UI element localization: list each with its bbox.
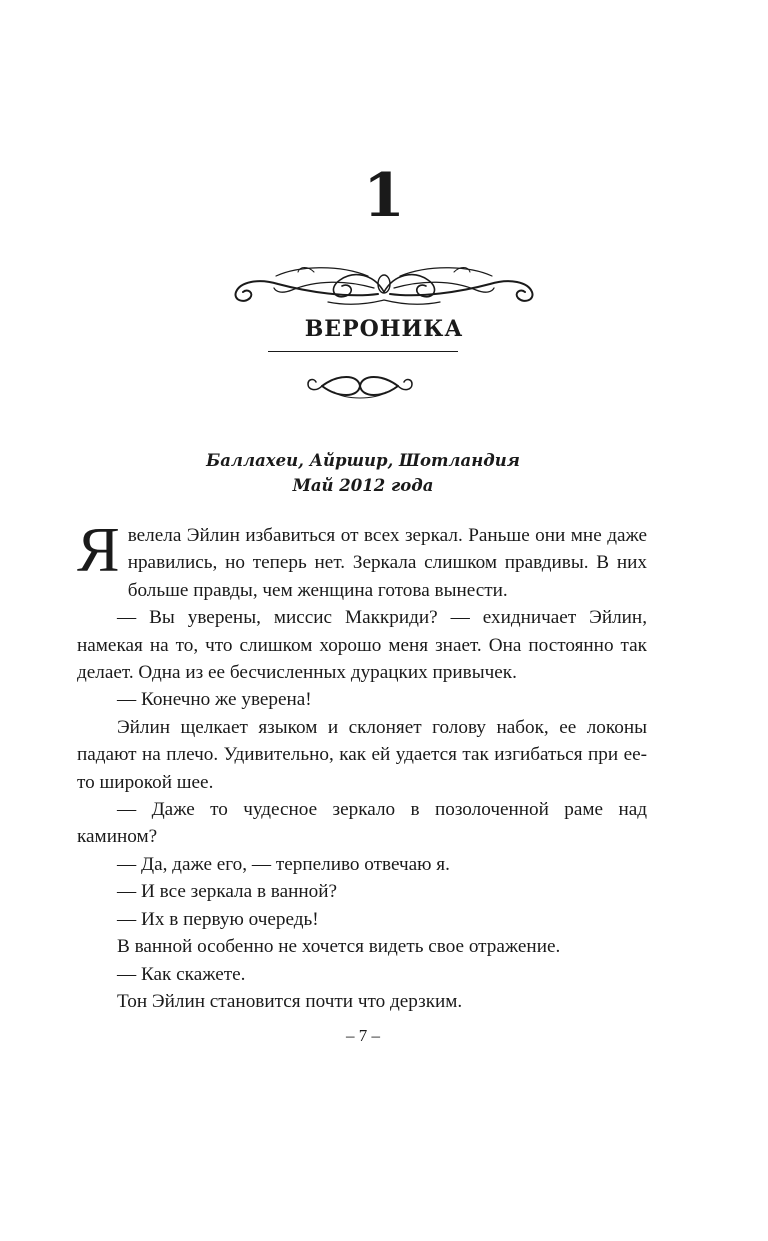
- paragraph: Тон Эйлин становится почти что дерзким.: [117, 990, 463, 1012]
- drop-cap: Я: [77, 514, 120, 585]
- paragraph: — Конечно же уверена!: [117, 689, 312, 711]
- chapter-body-text: [77, 514, 647, 1015]
- epigraph-place: Баллахеи, Айршир, Шотландия: [206, 451, 520, 470]
- paragraph: — Как скажете.: [117, 963, 246, 985]
- paragraph: — Их в первую очередь!: [117, 908, 319, 930]
- paragraph: — Вы уверены, миссис Маккриди? — ехидничает Эйлин, намекая на то, что слишком хорошо меня знает. Она постоянно так делает. Одна из ее бесчисленных дурацких привычек.: [77, 607, 647, 684]
- paragraph-text: велела Эйлин избавиться от всех зеркал. Раньше они мне даже нравились, но теперь нет. Зеркала слишком правдивы. В них больше правды, чем женщина готова вынести.: [127, 525, 647, 601]
- chapter-title: ВЕРОНИКА: [304, 316, 464, 342]
- paragraph: Эйлин щелкает языком и склоняет голову набок, ее локоны падают на плечо. Удивительно, как ей удается так изгибаться при ее-то широкой шее.: [77, 716, 647, 793]
- page-number: – 7 –: [346, 1026, 380, 1045]
- flourish-ornament-icon: [228, 262, 540, 308]
- small-flourish-ornament-icon: [304, 370, 416, 402]
- paragraph: [77, 514, 647, 604]
- paragraph: — Да, даже его, — терпеливо отвечаю я.: [117, 853, 450, 875]
- epigraph-date: Май 2012 года: [292, 476, 434, 495]
- chapter-number: 1: [363, 161, 405, 231]
- title-divider: [268, 351, 458, 352]
- paragraph: — Даже то чудесное зеркало в позолоченной раме над камином?: [77, 799, 647, 848]
- paragraph: В ванной особенно не хочется видеть свое отражение.: [117, 936, 561, 958]
- paragraph: — И все зеркала в ванной?: [117, 881, 338, 903]
